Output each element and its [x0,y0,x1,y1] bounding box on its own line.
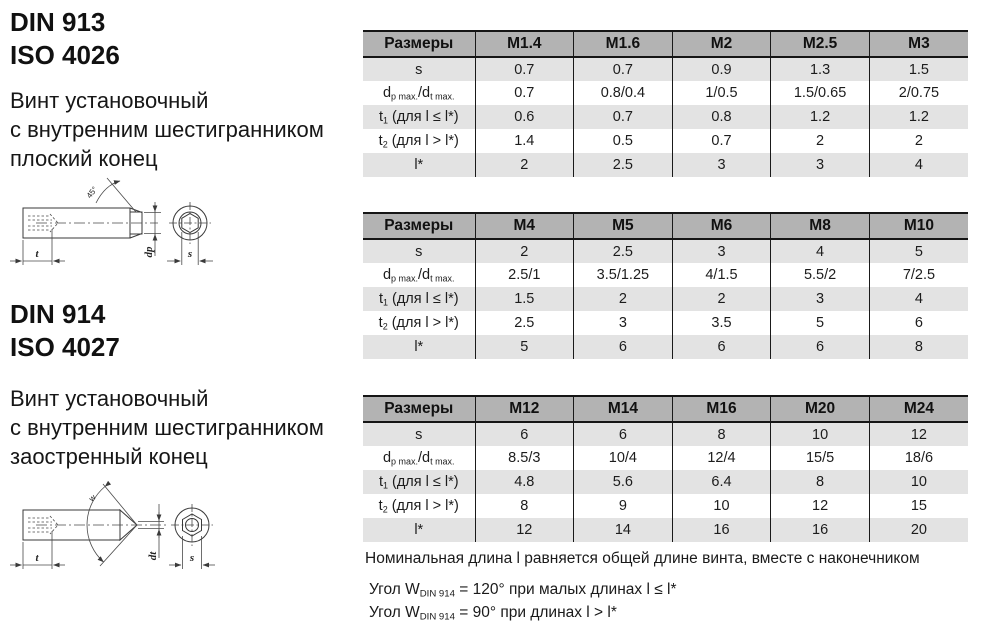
table-row [363,335,968,359]
value-cell: 12/4 [672,446,771,470]
dim-s-label: s [189,552,195,564]
text-segment: /d [417,449,431,466]
value-cell: 6 [475,422,574,446]
note-angle-120 [369,581,677,600]
header-size-M14: M14 [574,396,673,422]
value-cell: 0.9 [672,57,771,81]
row-label [363,446,475,470]
value-cell: 10 [869,470,968,494]
header-size-M5: M5 [574,213,673,239]
value-cell: 1.5 [475,287,574,311]
value-cell: 6 [672,335,771,359]
header-size-M24: M24 [869,396,968,422]
value-cell: 5 [771,311,870,335]
subscript-text: 2 [382,504,388,515]
value-cell: 6 [574,335,673,359]
table-row [363,422,968,446]
table-row [363,57,968,81]
value-cell: 8 [672,422,771,446]
text-segment: d [382,449,392,466]
text-segment: = 120° при малых длинах l ≤ l* [454,581,677,598]
text-segment: d [382,84,392,101]
value-cell: 2 [574,287,673,311]
row-label [363,263,475,287]
subscript-text: p max. [391,91,418,102]
table-row [363,105,968,129]
table-row [363,494,968,518]
note-nominal-length: Номинальная длина l равняется общей длине винта, вместе с наконечником [365,550,920,567]
table-header-row [363,31,968,57]
value-cell: 3.5/1.25 [574,263,673,287]
dimensions-table-m12-m24 [363,395,968,542]
text-segment: (для l ≤ l*) [387,290,459,307]
value-cell: 1.2 [771,105,870,129]
table-row [363,311,968,335]
dimensions-table-m1.4-m3 [363,30,968,177]
value-cell: 5.6 [574,470,673,494]
header-size-M6: M6 [672,213,771,239]
header-size-M8: M8 [771,213,870,239]
row-label [363,287,475,311]
row-label [363,470,475,494]
dimension-dp [143,202,161,258]
subscript-text: 2 [382,139,388,150]
header-size-M1.6: M1.6 [574,31,673,57]
table-header-row [363,396,968,422]
subscript-text: DIN 914 [419,588,455,600]
dimension-t [10,531,65,569]
standard-code-din: DIN 914 [10,299,106,329]
standard-heading-din913 [10,6,120,72]
description-din914 [10,384,324,471]
row-label [363,335,475,359]
value-cell: 3 [574,311,673,335]
table-row [363,153,968,177]
value-cell: 8 [771,470,870,494]
value-cell: 6 [771,335,870,359]
value-cell: 15 [869,494,968,518]
description-line: плоский конец [10,146,158,171]
text-segment: /d [417,266,431,283]
table-row [363,239,968,263]
header-sizes-label: Размеры [363,213,475,239]
text-segment: (для l > l*) [387,497,459,514]
value-cell: 16 [771,518,870,542]
subscript-text: 1 [382,297,388,308]
header-size-M12: M12 [475,396,574,422]
table-row [363,263,968,287]
text-segment: (для l > l*) [387,132,459,149]
value-cell: 0.8/0.4 [574,81,673,105]
value-cell: 10 [672,494,771,518]
value-cell: 8 [475,494,574,518]
standard-code-din: DIN 913 [10,7,106,37]
value-cell: 2 [869,129,968,153]
value-cell: 8 [869,335,968,359]
value-cell: 9 [574,494,673,518]
subscript-text: p max. [391,456,418,467]
value-cell: 15/5 [771,446,870,470]
text-segment: t [378,108,383,125]
text-segment: Угол W [369,581,420,598]
table-row [363,446,968,470]
chamfer-angle-annotation [85,178,136,212]
value-cell: 1.2 [869,105,968,129]
row-label [363,105,475,129]
standard-code-iso: ISO 4027 [10,332,120,362]
standard-heading-din914 [10,298,120,364]
value-cell: 4 [771,239,870,263]
value-cell: 12 [475,518,574,542]
text-segment: (для l > l*) [387,314,459,331]
value-cell: 16 [672,518,771,542]
value-cell: 0.6 [475,105,574,129]
value-cell: 2 [475,239,574,263]
dim-dt-label: dt [147,551,159,561]
row-label [363,422,475,446]
header-sizes-label: Размеры [363,31,475,57]
text-segment: l* [414,339,424,355]
header-size-M16: M16 [672,396,771,422]
value-cell: 18/6 [869,446,968,470]
description-line: с внутренним шестигранником [10,117,324,142]
value-cell: 2.5 [574,153,673,177]
subscript-text: t max. [430,91,455,102]
description-line: Винт установочный [10,386,209,411]
value-cell: 0.7 [475,57,574,81]
value-cell: 0.7 [672,129,771,153]
text-segment: (для l ≤ l*) [387,108,459,125]
subscript-text: t max. [430,456,455,467]
value-cell: 4.8 [475,470,574,494]
text-segment: l* [414,157,424,173]
value-cell: 3 [771,153,870,177]
header-size-M10: M10 [869,213,968,239]
table-row [363,287,968,311]
text-segment: s [415,243,423,260]
value-cell: 0.8 [672,105,771,129]
row-label [363,81,475,105]
header-size-M2: M2 [672,31,771,57]
value-cell: 5.5/2 [771,263,870,287]
value-cell: 5 [869,239,968,263]
description-line: с внутренним шестигранником [10,415,324,440]
value-cell: 4 [869,287,968,311]
value-cell: 3 [672,239,771,263]
value-cell: 7/2.5 [869,263,968,287]
value-cell: 20 [869,518,968,542]
subscript-text: p max. [391,273,418,284]
row-label [363,129,475,153]
value-cell: 4/1.5 [672,263,771,287]
cone-point-screw-drawing [8,474,223,574]
value-cell: 14 [574,518,673,542]
text-segment: s [415,426,423,443]
header-size-M1.4: M1.4 [475,31,574,57]
angle-label: w [87,492,98,504]
row-label [363,239,475,263]
header-size-M2.5: M2.5 [771,31,870,57]
value-cell: 6 [869,311,968,335]
value-cell: 2/0.75 [869,81,968,105]
value-cell: 2.5/1 [475,263,574,287]
text-segment: l* [414,522,424,538]
text-segment: t [378,132,383,149]
row-label [363,57,475,81]
table-row [363,81,968,105]
text-segment: s [415,61,423,78]
text-segment: t [378,290,383,307]
dimension-t [10,229,65,265]
text-segment: d [382,266,392,283]
note-angle-90 [369,604,617,623]
text-segment: Угол W [369,604,420,621]
value-cell: 1.3 [771,57,870,81]
value-cell: 12 [771,494,870,518]
subscript-text: 1 [382,115,388,126]
row-label [363,518,475,542]
dim-dp-label: dp [143,246,155,258]
value-cell: 8.5/3 [475,446,574,470]
value-cell: 1/0.5 [672,81,771,105]
header-size-M3: M3 [869,31,968,57]
standard-code-iso: ISO 4026 [10,40,120,70]
header-sizes-label: Размеры [363,396,475,422]
screw-end-view [169,202,211,244]
value-cell: 1.4 [475,129,574,153]
value-cell: 1.5/0.65 [771,81,870,105]
value-cell: 2 [771,129,870,153]
row-label [363,494,475,518]
dim-t-label: t [35,248,39,260]
value-cell: 3 [672,153,771,177]
value-cell: 10/4 [574,446,673,470]
screw-end-view [171,504,213,546]
table-row [363,129,968,153]
value-cell: 4 [869,153,968,177]
description-line: Винт установочный [10,88,209,113]
value-cell: 2.5 [574,239,673,263]
subscript-text: DIN 914 [419,611,455,623]
text-segment: /d [417,84,431,101]
flat-point-screw-drawing [8,172,220,267]
header-size-M4: M4 [475,213,574,239]
angle-label: 45° [84,184,100,201]
value-cell: 2 [672,287,771,311]
table-header-row [363,213,968,239]
text-segment: (для l ≤ l*) [387,473,459,490]
subscript-text: 2 [382,321,388,332]
row-label [363,153,475,177]
text-segment: t [378,473,383,490]
value-cell: 5 [475,335,574,359]
description-line: заостренный конец [10,444,208,469]
value-cell: 3 [771,287,870,311]
dimensions-table-m4-m10 [363,212,968,359]
text-segment: = 90° при длинах l > l* [454,604,617,621]
value-cell: 12 [869,422,968,446]
value-cell: 2.5 [475,311,574,335]
value-cell: 1.5 [869,57,968,81]
description-din913 [10,86,324,173]
value-cell: 0.5 [574,129,673,153]
value-cell: 0.7 [475,81,574,105]
value-cell: 10 [771,422,870,446]
value-cell: 0.7 [574,105,673,129]
dim-s-label: s [187,248,193,260]
dimension-dt [138,504,164,560]
value-cell: 3.5 [672,311,771,335]
value-cell: 6.4 [672,470,771,494]
dim-t-label: t [35,552,39,564]
subscript-text: t max. [430,273,455,284]
table-row [363,470,968,494]
row-label [363,311,475,335]
text-segment: t [378,314,383,331]
value-cell: 2 [475,153,574,177]
value-cell: 0.7 [574,57,673,81]
text-segment: t [378,497,383,514]
header-size-M20: M20 [771,396,870,422]
value-cell: 6 [574,422,673,446]
subscript-text: 1 [382,480,388,491]
table-row [363,518,968,542]
